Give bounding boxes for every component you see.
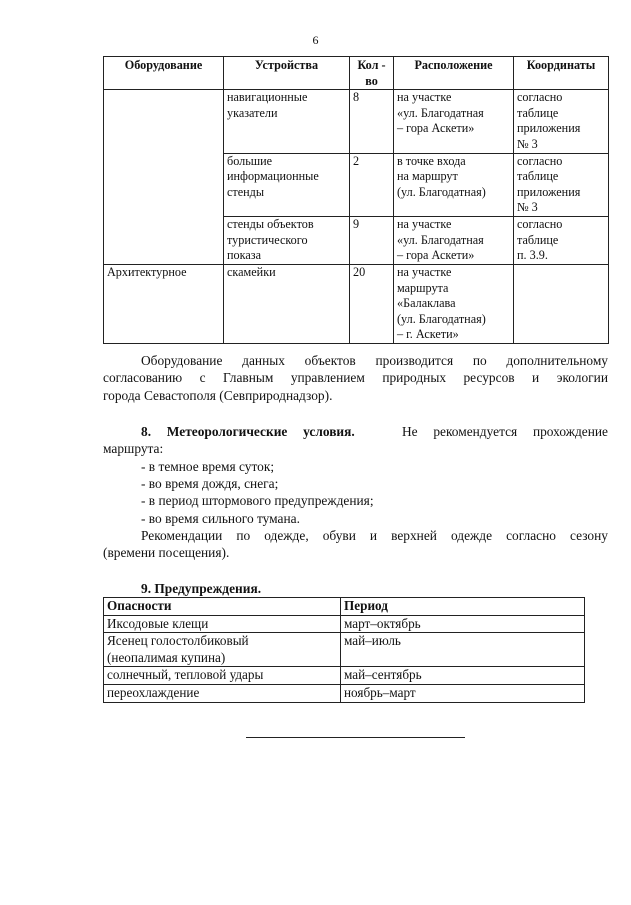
equipment-cell — [104, 90, 224, 265]
period-cell: май–июль — [341, 633, 585, 667]
header-quantity — [350, 57, 394, 90]
cell-line: «Балаклава — [397, 296, 456, 311]
cell-line: солнечный, тепловой удары — [107, 667, 264, 683]
paragraph-text: согласованию с Главным управлением природных ресурсов и экологии — [103, 370, 608, 386]
paragraph-text: Оборудование данных объектов производится по дополнительному — [141, 353, 608, 368]
cell-line: «ул. Благодатная — [397, 232, 484, 247]
cell-line: (неопалимая купина) — [107, 649, 226, 665]
cell-line: скамейки — [227, 264, 276, 279]
list-item: - во время сильного тумана. — [141, 510, 300, 526]
cell-line: стенды объектов — [227, 216, 314, 231]
header-location: Расположение — [394, 57, 514, 90]
header-period: Период — [341, 598, 585, 616]
warnings-table — [103, 597, 585, 703]
list-item: - в темное время суток; — [141, 459, 275, 474]
paragraph-text: (времени посещения). — [103, 545, 230, 561]
location-cell — [394, 264, 514, 343]
cell-line: Иксодовые клещи — [107, 615, 209, 631]
danger-cell — [104, 684, 341, 702]
coordinates-cell — [514, 153, 609, 216]
quantity-cell: 20 — [350, 264, 394, 343]
paragraph-line — [103, 352, 608, 369]
coordinates-cell — [514, 264, 609, 343]
cell-line: приложения — [517, 121, 581, 136]
equipment-paragraph — [103, 352, 608, 404]
page-number: 6 — [312, 33, 319, 47]
section-8 — [103, 423, 608, 458]
cell-line: таблице — [517, 169, 559, 184]
cell-line: указатели — [227, 105, 278, 120]
section-8-intro-line — [103, 440, 608, 457]
section-8-intro: маршрута: — [103, 441, 164, 457]
quantity-cell: 8 — [350, 90, 394, 153]
cell-line: стенды — [227, 184, 265, 199]
cell-line: переохлаждение — [107, 684, 200, 700]
paragraph-line — [103, 527, 608, 544]
table-row — [104, 90, 609, 153]
cell-line: показа — [227, 248, 261, 263]
header-equipment: Оборудование — [104, 57, 224, 90]
paragraph-text: города Севастополя (Севприроднадзор). — [103, 387, 333, 403]
equipment-table — [103, 56, 609, 344]
cell-line: (ул. Благодатная) — [397, 184, 486, 199]
header-quantity-line: во — [365, 73, 378, 88]
paragraph-line — [103, 544, 608, 561]
header-coordinates: Координаты — [514, 57, 609, 90]
devices-cell — [224, 153, 350, 216]
header-danger: Опасности — [104, 598, 341, 616]
quantity-cell: 2 — [350, 153, 394, 216]
section-8-heading: 8. Метеорологические условия. — [141, 424, 355, 439]
coordinates-cell — [514, 90, 609, 153]
period-cell: ноябрь–март — [341, 684, 585, 702]
table-row — [104, 264, 609, 343]
quantity-cell: 9 — [350, 216, 394, 264]
cell-line: – г. Аскети» — [397, 327, 459, 342]
danger-cell — [104, 633, 341, 667]
cell-line: № 3 — [517, 136, 538, 151]
paragraph-line — [103, 387, 608, 404]
cell-line: маршрута — [397, 280, 449, 295]
period-cell: май–сентябрь — [341, 667, 585, 685]
cell-line: согласно — [517, 90, 563, 105]
cell-line: (ул. Благодатная) — [397, 311, 486, 326]
location-cell — [394, 153, 514, 216]
cell-line: на маршрут — [397, 169, 458, 184]
location-cell — [394, 90, 514, 153]
equipment-cell: Архитектурное — [104, 264, 224, 343]
cell-line: в точке входа — [397, 153, 466, 168]
location-cell — [394, 216, 514, 264]
cell-line: – гора Аскети» — [397, 248, 475, 263]
table-row — [104, 667, 585, 685]
table-row — [104, 684, 585, 702]
weather-restrictions-list — [141, 458, 601, 527]
cell-line: таблице — [517, 232, 559, 247]
table-row — [104, 615, 585, 633]
cell-line: на участке — [397, 90, 452, 105]
cell-line: согласно — [517, 153, 563, 168]
period-cell: март–октябрь — [341, 615, 585, 633]
header-devices: Устройства — [224, 57, 350, 90]
equipment-table-header-row — [104, 57, 609, 90]
coordinates-cell — [514, 216, 609, 264]
cell-line: на участке — [397, 216, 452, 231]
cell-line: информационные — [227, 169, 319, 184]
danger-cell — [104, 615, 341, 633]
warnings-table-header-row — [104, 598, 585, 616]
clothing-recommendation — [103, 527, 608, 562]
cell-line: – гора Аскети» — [397, 121, 475, 136]
section-8-intro: Не рекомендуется прохождение — [401, 424, 608, 439]
cell-line: туристического — [227, 232, 308, 247]
cell-line: приложения — [517, 184, 581, 199]
cell-line: «ул. Благодатная — [397, 105, 484, 120]
table-row — [104, 633, 585, 667]
cell-line: на участке — [397, 264, 452, 279]
bottom-divider — [246, 737, 465, 738]
list-item: - в период штормового предупреждения; — [141, 493, 374, 509]
paragraph-text: Рекомендации по одежде, обуви и верхней одежде согласно сезону — [141, 528, 608, 543]
section-9-heading: 9. Предупреждения. — [141, 581, 262, 596]
cell-line: согласно — [517, 216, 563, 231]
devices-cell — [224, 264, 350, 343]
cell-line: п. 3.9. — [517, 248, 548, 263]
cell-line: № 3 — [517, 200, 538, 215]
cell-line: большие — [227, 153, 273, 168]
danger-cell — [104, 667, 341, 685]
cell-line: таблице — [517, 105, 559, 120]
header-quantity-line: Кол - — [357, 58, 386, 72]
devices-cell — [224, 90, 350, 153]
cell-line: навигационные — [227, 90, 308, 105]
paragraph-line — [103, 369, 608, 386]
cell-line: Ясенец голостолбиковый — [107, 633, 249, 649]
list-item: - во время дождя, снега; — [141, 476, 279, 492]
section-8-intro-line — [103, 423, 608, 440]
devices-cell — [224, 216, 350, 264]
